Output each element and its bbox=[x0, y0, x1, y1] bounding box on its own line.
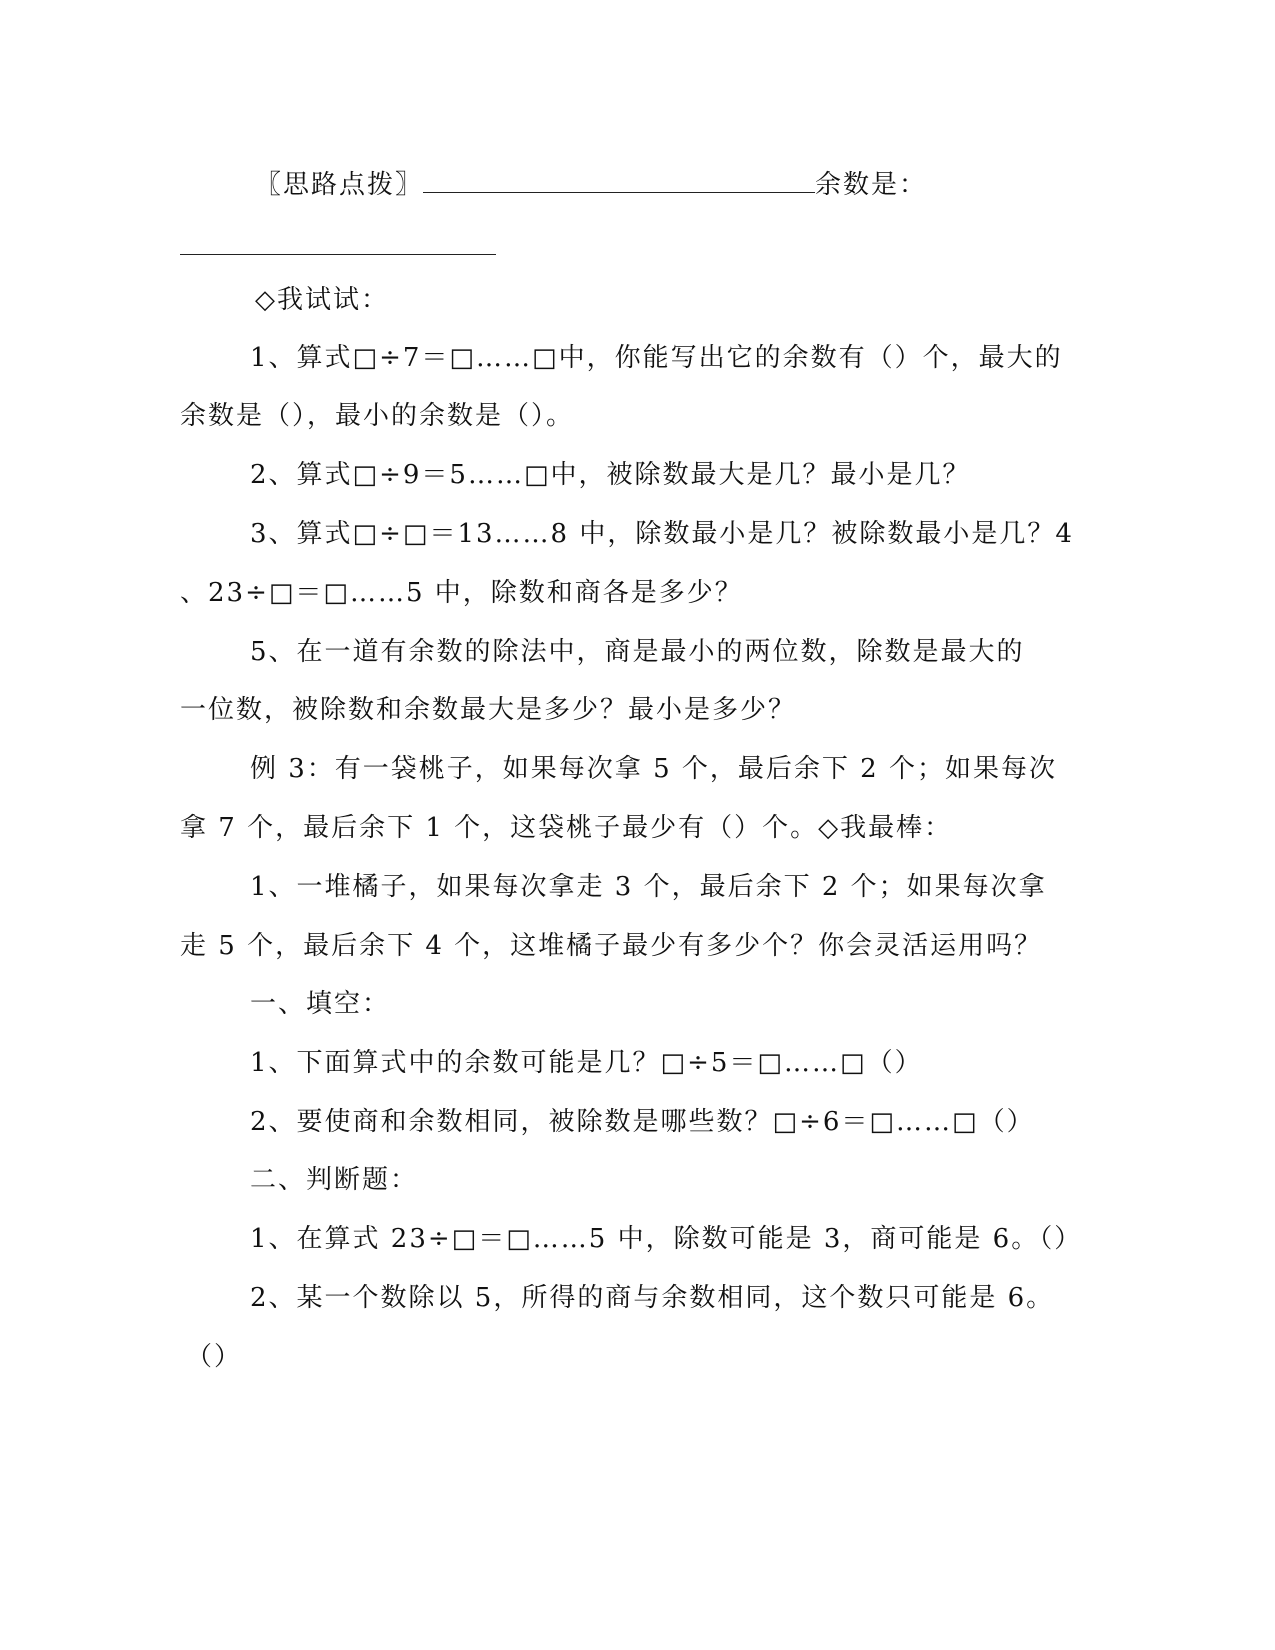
try-item-5-line2: 一位数，被除数和余数最大是多少？最小是多少？ bbox=[180, 695, 797, 725]
try-item-3-line1: 3、算式□÷□＝13……8 中，除数最小是几？被除数最小是几？4 bbox=[250, 519, 1074, 549]
hint-line bbox=[255, 166, 927, 202]
try-item-3-line2: 、23÷□＝□……5 中，除数和商各是多少？ bbox=[180, 578, 743, 608]
best-item-1-line1: 1、一堆橘子，如果每次拿走 3 个，最后余下 2 个；如果每次拿 bbox=[250, 872, 1047, 902]
judge-heading: 二、判断题： bbox=[250, 1165, 419, 1195]
hint-label: 〖思路点拨〗 bbox=[255, 170, 424, 200]
best-item-1-line2: 走 5 个，最后余下 4 个，这堆橘子最少有多少个？你会灵活运用吗？ bbox=[180, 931, 1043, 961]
judge-item-2-line2: （） bbox=[186, 1342, 243, 1372]
example3-line1: 例 3：有一袋桃子，如果每次拿 5 个，最后余下 2 个；如果每次 bbox=[250, 754, 1057, 784]
try-item-1-line2: 余数是（），最小的余数是（）。 bbox=[180, 401, 575, 431]
fill-item-1: 1、下面算式中的余数可能是几？□÷5＝□……□（） bbox=[250, 1048, 923, 1078]
remainder-answer-blank[interactable] bbox=[180, 254, 496, 255]
example3-line2: 拿 7 个，最后余下 1 个，这袋桃子最少有（）个。◇我最棒： bbox=[180, 813, 953, 843]
fill-heading: 一、填空： bbox=[250, 989, 391, 1019]
try-item-1-line1: 1、算式□÷7＝□……□中，你能写出它的余数有（）个，最大的 bbox=[250, 343, 1063, 373]
try-heading: ◇我试试： bbox=[255, 285, 389, 315]
judge-item-2-line1: 2、某一个数除以 5，所得的商与余数相同，这个数只可能是 6。 bbox=[250, 1283, 1055, 1313]
hint-remainder-label: 余数是： bbox=[815, 170, 928, 200]
try-item-5-line1: 5、在一道有余数的除法中，商是最小的两位数，除数是最大的 bbox=[250, 637, 1025, 667]
hint-answer-blank[interactable] bbox=[423, 166, 815, 193]
judge-item-1-line1: 1、在算式 23÷□＝□……5 中，除数可能是 3，商可能是 6。（） bbox=[250, 1224, 1083, 1254]
fill-item-2: 2、要使商和余数相同，被除数是哪些数？□÷6＝□……□（） bbox=[250, 1107, 1035, 1137]
try-item-2-line1: 2、算式□÷9＝5……□中，被除数最大是几？最小是几？ bbox=[250, 460, 971, 490]
